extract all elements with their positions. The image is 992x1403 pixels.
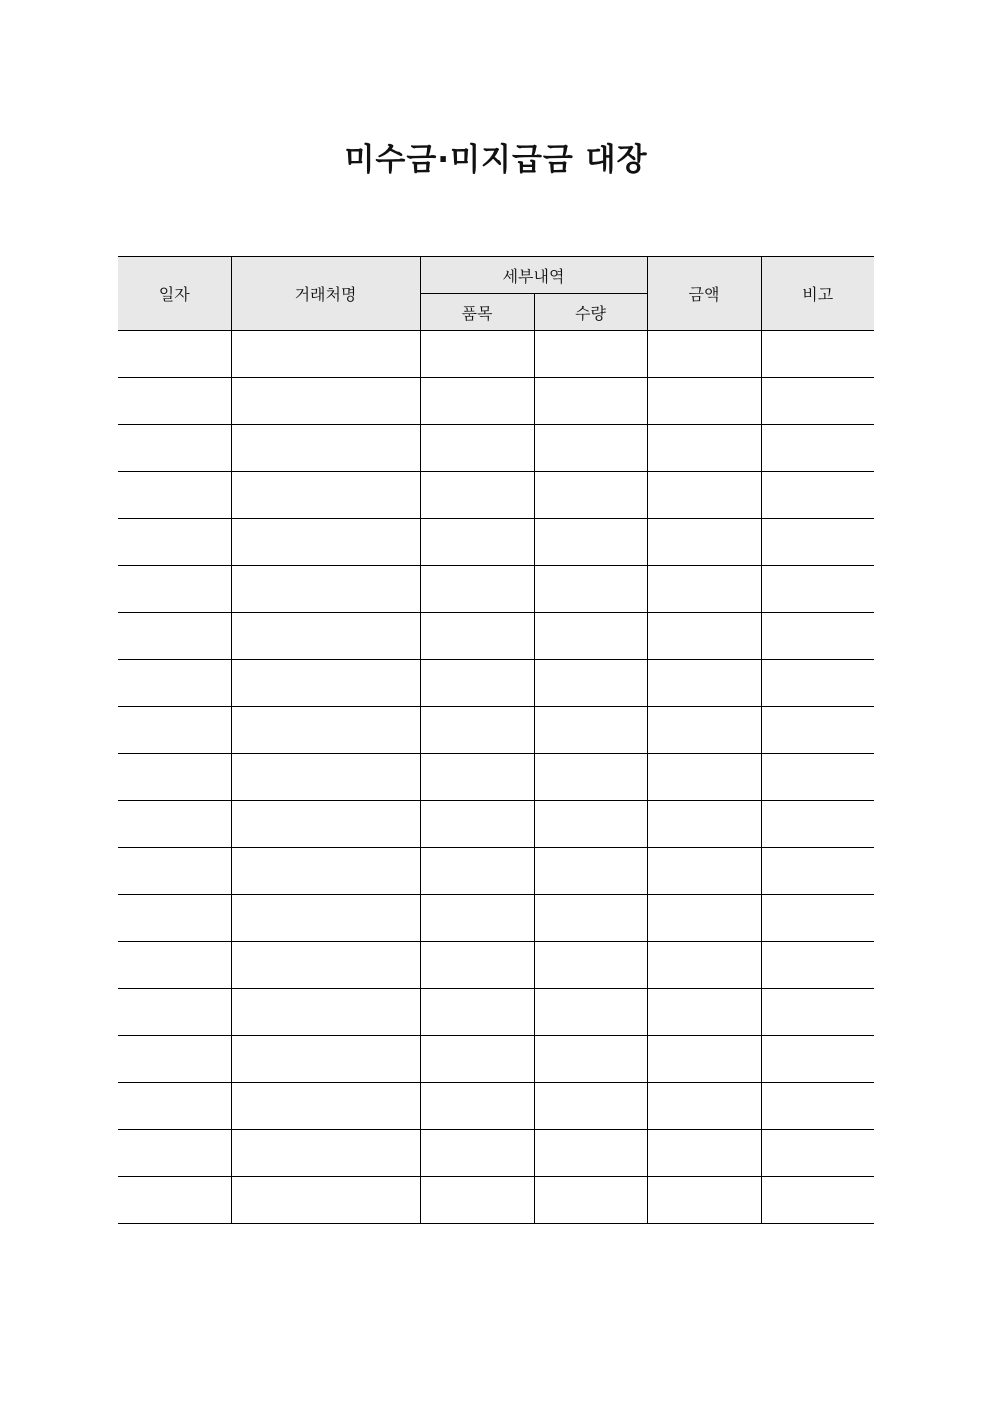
note-cell[interactable]: [761, 1130, 874, 1177]
client-cell[interactable]: [231, 707, 420, 754]
item-cell[interactable]: [420, 331, 534, 378]
note-cell[interactable]: [761, 378, 874, 425]
quantity-cell[interactable]: [534, 895, 647, 942]
item-cell[interactable]: [420, 942, 534, 989]
table-row: [118, 989, 874, 1036]
item-cell[interactable]: [420, 1130, 534, 1177]
ledger-table: [118, 256, 874, 1224]
table-row: [118, 472, 874, 519]
note-cell[interactable]: [761, 707, 874, 754]
table-row: [118, 707, 874, 754]
amount-cell[interactable]: [647, 754, 761, 801]
table-row: [118, 660, 874, 707]
client-cell[interactable]: [231, 942, 420, 989]
item-cell[interactable]: [420, 989, 534, 1036]
amount-cell[interactable]: [647, 660, 761, 707]
header-item: 품목: [420, 294, 534, 331]
quantity-cell[interactable]: [534, 754, 647, 801]
amount-cell[interactable]: [647, 519, 761, 566]
note-cell[interactable]: [761, 1177, 874, 1224]
date-cell[interactable]: [118, 848, 231, 895]
date-cell[interactable]: [118, 1177, 231, 1224]
quantity-cell[interactable]: [534, 848, 647, 895]
note-cell[interactable]: [761, 613, 874, 660]
header-amount: 금액: [647, 257, 761, 331]
date-cell[interactable]: [118, 707, 231, 754]
header-client: 거래처명: [231, 257, 420, 331]
quantity-cell[interactable]: [534, 942, 647, 989]
table-row: [118, 1177, 874, 1224]
note-cell[interactable]: [761, 566, 874, 613]
client-cell[interactable]: [231, 331, 420, 378]
item-cell[interactable]: [420, 1177, 534, 1224]
item-cell[interactable]: [420, 707, 534, 754]
amount-cell[interactable]: [647, 1083, 761, 1130]
client-cell[interactable]: [231, 1083, 420, 1130]
table-row: [118, 754, 874, 801]
table-row: [118, 801, 874, 848]
client-cell[interactable]: [231, 519, 420, 566]
amount-cell[interactable]: [647, 801, 761, 848]
item-cell[interactable]: [420, 660, 534, 707]
item-cell[interactable]: [420, 472, 534, 519]
client-cell[interactable]: [231, 754, 420, 801]
note-cell[interactable]: [761, 660, 874, 707]
item-cell[interactable]: [420, 1036, 534, 1083]
table-row: [118, 1130, 874, 1177]
client-cell[interactable]: [231, 472, 420, 519]
date-cell[interactable]: [118, 472, 231, 519]
note-cell[interactable]: [761, 754, 874, 801]
table-row: [118, 331, 874, 378]
quantity-cell[interactable]: [534, 801, 647, 848]
client-cell[interactable]: [231, 1130, 420, 1177]
quantity-cell[interactable]: [534, 1083, 647, 1130]
note-cell[interactable]: [761, 425, 874, 472]
note-cell[interactable]: [761, 1036, 874, 1083]
date-cell[interactable]: [118, 331, 231, 378]
date-cell[interactable]: [118, 754, 231, 801]
note-cell[interactable]: [761, 519, 874, 566]
item-cell[interactable]: [420, 425, 534, 472]
quantity-cell[interactable]: [534, 472, 647, 519]
quantity-cell[interactable]: [534, 660, 647, 707]
item-cell[interactable]: [420, 566, 534, 613]
amount-cell[interactable]: [647, 566, 761, 613]
amount-cell[interactable]: [647, 707, 761, 754]
quantity-cell[interactable]: [534, 331, 647, 378]
item-cell[interactable]: [420, 895, 534, 942]
amount-cell[interactable]: [647, 942, 761, 989]
quantity-cell[interactable]: [534, 1130, 647, 1177]
table-row: [118, 425, 874, 472]
item-cell[interactable]: [420, 613, 534, 660]
table-row: [118, 942, 874, 989]
client-cell[interactable]: [231, 378, 420, 425]
date-cell[interactable]: [118, 801, 231, 848]
amount-cell[interactable]: [647, 331, 761, 378]
quantity-cell[interactable]: [534, 519, 647, 566]
item-cell[interactable]: [420, 378, 534, 425]
table-row: [118, 848, 874, 895]
quantity-cell[interactable]: [534, 425, 647, 472]
quantity-cell[interactable]: [534, 1177, 647, 1224]
date-cell[interactable]: [118, 378, 231, 425]
note-cell[interactable]: [761, 848, 874, 895]
date-cell[interactable]: [118, 613, 231, 660]
client-cell[interactable]: [231, 895, 420, 942]
table-body: [118, 331, 874, 1224]
amount-cell[interactable]: [647, 1036, 761, 1083]
quantity-cell[interactable]: [534, 1036, 647, 1083]
date-cell[interactable]: [118, 895, 231, 942]
table-row: [118, 378, 874, 425]
note-cell[interactable]: [761, 989, 874, 1036]
client-cell[interactable]: [231, 801, 420, 848]
client-cell[interactable]: [231, 425, 420, 472]
note-cell[interactable]: [761, 942, 874, 989]
client-cell[interactable]: [231, 566, 420, 613]
note-cell[interactable]: [761, 801, 874, 848]
quantity-cell[interactable]: [534, 566, 647, 613]
client-cell[interactable]: [231, 1036, 420, 1083]
document-title: 미수금·미지급금 대장: [344, 142, 648, 178]
date-cell[interactable]: [118, 1130, 231, 1177]
amount-cell[interactable]: [647, 1177, 761, 1224]
date-cell[interactable]: [118, 942, 231, 989]
note-cell[interactable]: [761, 1083, 874, 1130]
item-cell[interactable]: [420, 848, 534, 895]
amount-cell[interactable]: [647, 1130, 761, 1177]
date-cell[interactable]: [118, 989, 231, 1036]
date-cell[interactable]: [118, 660, 231, 707]
amount-cell[interactable]: [647, 472, 761, 519]
table-header: [118, 257, 874, 331]
note-cell[interactable]: [761, 472, 874, 519]
table-row: [118, 519, 874, 566]
item-cell[interactable]: [420, 754, 534, 801]
quantity-cell[interactable]: [534, 707, 647, 754]
client-cell[interactable]: [231, 848, 420, 895]
amount-cell[interactable]: [647, 425, 761, 472]
amount-cell[interactable]: [647, 613, 761, 660]
client-cell[interactable]: [231, 989, 420, 1036]
quantity-cell[interactable]: [534, 613, 647, 660]
header-note: 비고: [761, 257, 874, 331]
item-cell[interactable]: [420, 1083, 534, 1130]
item-cell[interactable]: [420, 519, 534, 566]
table-row: [118, 895, 874, 942]
client-cell[interactable]: [231, 1177, 420, 1224]
table-row: [118, 1083, 874, 1130]
amount-cell[interactable]: [647, 378, 761, 425]
amount-cell[interactable]: [647, 989, 761, 1036]
note-cell[interactable]: [761, 331, 874, 378]
note-cell[interactable]: [761, 895, 874, 942]
item-cell[interactable]: [420, 801, 534, 848]
date-cell[interactable]: [118, 1083, 231, 1130]
date-cell[interactable]: [118, 519, 231, 566]
table-row: [118, 566, 874, 613]
client-cell[interactable]: [231, 660, 420, 707]
date-cell[interactable]: [118, 1036, 231, 1083]
header-date: 일자: [118, 257, 231, 331]
client-cell[interactable]: [231, 613, 420, 660]
table-row: [118, 1036, 874, 1083]
table-row: [118, 613, 874, 660]
quantity-cell[interactable]: [534, 989, 647, 1036]
amount-cell[interactable]: [647, 848, 761, 895]
date-cell[interactable]: [118, 425, 231, 472]
date-cell[interactable]: [118, 566, 231, 613]
quantity-cell[interactable]: [534, 378, 647, 425]
amount-cell[interactable]: [647, 895, 761, 942]
header-quantity: 수량: [534, 294, 647, 331]
header-detail-group: 세부내역: [420, 257, 647, 294]
